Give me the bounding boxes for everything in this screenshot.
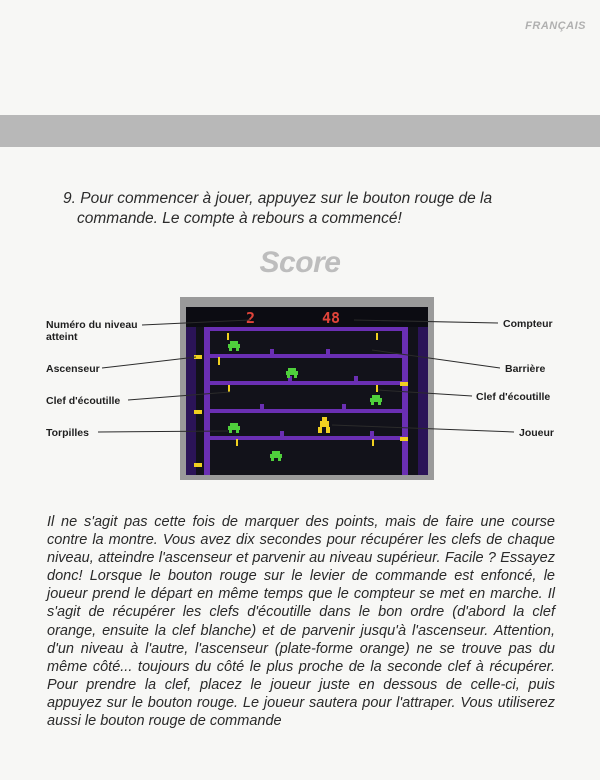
label-hatch-key-left: Clef d'écoutille [46, 395, 121, 407]
leader-hatch-key-left [128, 392, 230, 400]
figure-title: Score [259, 246, 341, 279]
instruction-step: 9. Pour commencer à jouer, appuyez sur le bouton rouge de la commande. Le compte à rebours a commencé! [63, 190, 493, 227]
label-elevator: Ascenseur [46, 363, 100, 375]
label-level: Numéro du niveau atteint [46, 319, 138, 343]
hud-level: 2 [246, 309, 256, 327]
language-header: FRANÇAIS [525, 20, 586, 32]
label-player: Joueur [519, 427, 555, 439]
leader-torpedoes [98, 431, 228, 432]
leader-level [142, 320, 250, 325]
leader-counter [354, 320, 498, 323]
label-barrier: Barrière [505, 363, 546, 375]
label-torpedoes: Torpilles [46, 427, 89, 439]
label-hatch-key-right: Clef d'écoutille [476, 391, 551, 403]
leader-player [332, 425, 514, 432]
hud-counter: 48 [322, 309, 341, 327]
body-paragraph: Il ne s'agit pas cette fois de marquer des points, mais de faire une course contre la montre. Vous avez dix secondes pour récupérer les clefs de chaque niveau, atteindre l'ascenseur et parvenir au niveau supérieur. Facile ? Essayez donc! Lorsque le bouton rouge sur le levier de commande est enfoncé, le joueur prend le départ en même temps que le compteur se met en marche. Il s'agit de récupérer les clefs d'écoutille dans le bon ordre (d'abord la clef orange, ensuite la clef blanche) et de parvenir jusqu'à l'ascenseur. Attention, d'un niveau à l'autre, l'ascenseur (plate-forme orange) ne se trouve pas du même côté... toujours du côté le plus proche de la seconde clef à récupérer. Pour prendre la clef, placez le joueur juste en dessous de celle-ci, puis appuyez sur le bouton rouge. Le joueur sautera pour l'attraper. Vous utiliserez aussi le bouton rouge de commande [47, 514, 555, 730]
leader-barrier [372, 350, 500, 368]
leader-hatch-key-right [378, 390, 472, 396]
label-counter: Compteur [503, 318, 553, 330]
leader-elevator [102, 357, 196, 368]
